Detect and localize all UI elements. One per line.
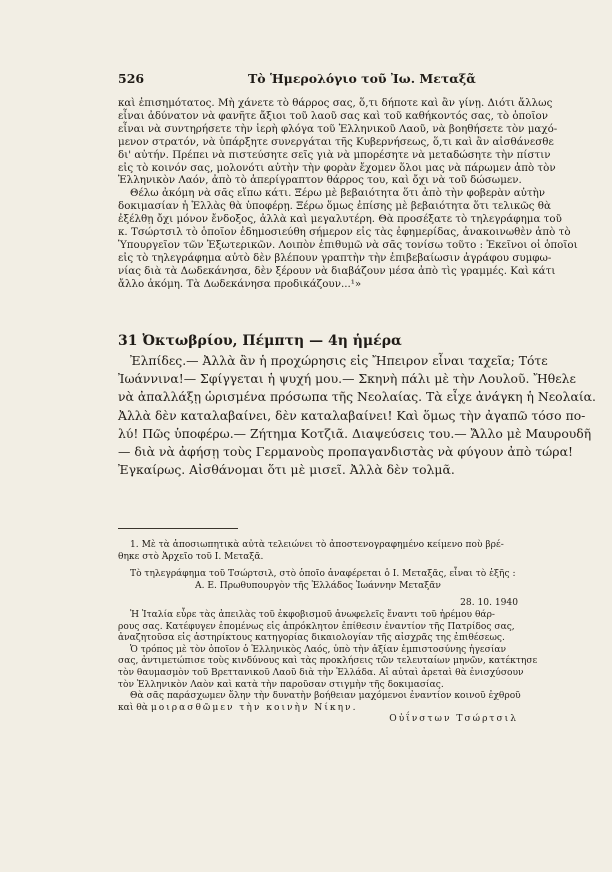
body-line: δι' αὐτήν. Πρέπει νὰ πιστεύσητε σεῖς γιὰ νὰ μπορέσητε νὰ μεταδώσητε τὴν πίστιν <box>118 148 551 161</box>
body-line: Θέλω ἀκόμη νὰ σᾶς εἴπω κάτι. Ξέρω μὲ βεβαιότητα ὅτι ἀπὸ τὴν φοβερὰν αὐτὴν <box>130 187 546 200</box>
telegram-signature: Οὐΐνστων Τσώρτσιλ <box>389 714 518 725</box>
letter-continuation <box>118 97 578 291</box>
body-line: ἐξέλθῃ ὄχι μόνον ἔνδοξος, ἀλλὰ καὶ μεγαλυτέρη. Θὰ προσέξατε τὸ τηλεγράφημα τοῦ <box>118 213 562 226</box>
telegram-line: σας, ἀντιμετώπισε τοὺς κινδύνους καὶ τὰς προκλήσεις τῶν τελευταίων μηνῶν, κατέκτησε <box>118 656 538 667</box>
footnotes <box>118 540 538 726</box>
telegram-date: 28. 10. 1940 <box>460 598 518 609</box>
entry-line: Ἐλπίδες.— Ἀλλὰ ἂν ἡ προχώρησις εἰς Ἤπειρον εἶναι ταχεῖα; Τότε <box>130 353 548 368</box>
body-line: νίας διὰ τὰ Δωδεκάνησα, δὲν ξέρουν νὰ διαβάζουν μέσα ἀπὸ τὶς γραμμές. Καὶ κάτι <box>118 264 556 277</box>
entry-line: Ἰωάννινα!— Σφίγγεται ἡ ψυχή μου.— Σκηνὴ πάλι μὲ τὴν Λουλοῦ. Ἤθελε <box>118 371 576 387</box>
body-line: Ὑπουργεῖον τῶν Ἐξωτερικῶν. Λοιπὸν ἐπιθυμῶ νὰ σᾶς τονίσω τοῦτο : Ἐκεῖνοι οἱ ὁποῖοι <box>118 238 578 251</box>
telegram-line: τὸν θαυμασμὸν τοῦ Βρεττανικοῦ Λαοῦ διὰ τὴν Ἑλλάδα. Αἱ αὐταὶ ἀρεταὶ θὰ ἐνισχύσουν <box>118 667 524 678</box>
entry-line: Ἀλλὰ δὲν καταλαβαίνει, δὲν καταλαβαίνει! Καὶ ὅμως τὴν ἀγαπῶ τόσο πο- <box>118 407 586 423</box>
telegram-line: Θὰ σᾶς παράσχωμεν ὅλην τὴν δυνατὴν βοήθειαν μαχόμενοι ἐναντίον κοινοῦ ἐχθροῦ <box>130 691 521 702</box>
telegram-closing <box>118 703 518 715</box>
entry-line: Ἐγκαίρως. Αἰσθάνομαι ὅτι μὲ μισεῖ. Ἀλλὰ δὲν τολμᾶ. <box>118 462 455 478</box>
footnote-divider <box>118 528 238 529</box>
closing-spaced: μοιρασθῶμεν τὴν κοινὴν Νίκην. <box>150 702 358 713</box>
footnote-line: 1. Μὲ τὰ ἀποσιωπητικὰ αὐτὰ τελειώνει τὸ ἀποστενογραφημένο κείμενο ποὺ βρέ- <box>130 540 504 550</box>
entry-line: — διὰ νὰ ἀφήσῃ τοὺς Γερμανοὺς προπαγανδιστὰς νὰ φύγουν ἀπὸ τώρα! <box>118 444 573 460</box>
body-line: εἰς τὸ τηλεγράφημα αὐτὸ δὲν βλέπουν γραπτὴν τὴν ἐπιβεβαίωσιν ἀγράφου συμφω- <box>118 251 552 264</box>
telegram-line: Ἡ Ἰταλία εὗρε τὰς ἀπειλὰς τοῦ ἐκφοβισμοῦ ἀνωφελεῖς ἔναντι τοῦ ἠρέμου θάρ- <box>130 609 495 620</box>
body-line: Ἑλληνικὸν Λαόν, ἀπὸ τὸ ἀπερίγραπτον θάρρος του, καὶ ὄχι νὰ τοῦ δώσωμεν. <box>118 174 522 187</box>
entry-line: νὰ ἀπαλλάξῃ ὡρισμένα πρόσωπα τῆς Νεολαίας. Τὰ εἶχε ἀνάγκη ἡ Νεολαία. <box>118 389 596 405</box>
body-line: εἶναι ἀδύνατον νὰ φανῆτε ἄξιοι τοῦ λαοῦ σας καὶ τοῦ καθήκοντός σας, τὸ ὁποῖον <box>118 109 549 122</box>
body-line: καὶ ἐπισημότατος. Μὴ χάνετε τὸ θάρρος σας, ὅ,τι δήποτε καὶ ἂν γίνῃ. Διότι ἄλλως <box>118 97 553 109</box>
telegram-line: ρους σας. Κατέφυγεν ἑπομένως εἰς ἀπρόκλητον ἐπίθεσιν ἐναντίον τῆς Πατρίδος σας, <box>118 621 515 632</box>
telegram-intro: Τὸ τηλεγράφημα τοῦ Τσώρτσιλ, στὸ ὁποῖο ἀναφέρεται ὁ Ι. Μεταξᾶς, εἶναι τὸ ἑξῆς : <box>130 569 516 580</box>
entry-line: λύ! Πῶς ὑποφέρω.— Ζήτημα Κοτζιᾶ. Διαψεύσεις του.— Ἄλλο μὲ Μαυρουδῆ <box>118 425 592 441</box>
telegram-addressee: Α. Ε. Πρωθυπουργὸν τῆς Ἑλλάδος Ἰωάννην Μεταξᾶν <box>195 580 441 591</box>
running-title: Τὸ Ἡμερολόγιο τοῦ Ἰω. Μεταξᾶ <box>248 71 476 86</box>
closing-start: καὶ θὰ <box>118 702 148 713</box>
telegram-line: ἀναζητοῦσα εἰς ἀστηρίκτους κατηγορίας δικαιολογίαν τῆς αἰσχρᾶς της ἐπιθέσεως. <box>118 633 505 644</box>
body-line: ἄλλο ἀκόμη. Τὰ Δωδεκάνησα προδικάζουν...¹» <box>118 277 362 290</box>
page-number: 526 <box>118 71 145 86</box>
telegram-line: Ὁ τρόπος μὲ τὸν ὁποῖον ὁ Ἑλληνικὸς Λαός, ὑπὸ τὴν ἀξίαν ἐμπιστοσύνης ἡγεσίαν <box>130 644 507 655</box>
telegram-line: τὸν Ἑλληνικὸν Λαὸν καὶ κατὰ τὴν παροῦσαν στιγμὴν τῆς δοκιμασίας. <box>118 679 444 690</box>
diary-entry-text <box>118 352 596 479</box>
body-line: δοκιμασίαν ἡ Ἑλλὰς θὰ ὑποφέρῃ. Ξέρω ὅμως ἐπίσης μὲ βεβαιότητα ὅτι τελικῶς θὰ <box>118 200 551 213</box>
body-line: μενον στρατόν, νὰ ὑπάρξητε συνεργάται τῆς Κυβερνήσεως, ὅ,τι καὶ ἂν αἰσθάνεσθε <box>118 135 554 148</box>
page-header <box>118 71 514 91</box>
footnote-line: θηκε στὸ Ἀρχεῖο τοῦ Ι. Μεταξᾶ. <box>118 551 264 562</box>
body-line: εἶναι νὰ συντηρήσετε τὴν ἱερὴ φλόγα τοῦ Ἑλληνικοῦ Λαοῦ, νὰ βοηθήσετε τὸν μαχό- <box>118 122 558 135</box>
diary-entry-heading: 31 Ὀκτωβρίου, Πέμπτη — 4η ἡμέρα <box>118 333 402 349</box>
body-line: κ. Τσώρτσιλ τὸ ὁποῖον ἐδημοσιεύθη σήμερον εἰς τὰς ἐφημερίδας, ἀνακοινωθὲν ἀπὸ τὸ <box>118 226 571 239</box>
body-line: εἰς τὸ κοινόν σας, μολονότι αὐτὴν τὴν φορὰν ἔχομεν ὅλοι μας νὰ πάρωμεν ἀπὸ τὸν <box>118 161 556 174</box>
